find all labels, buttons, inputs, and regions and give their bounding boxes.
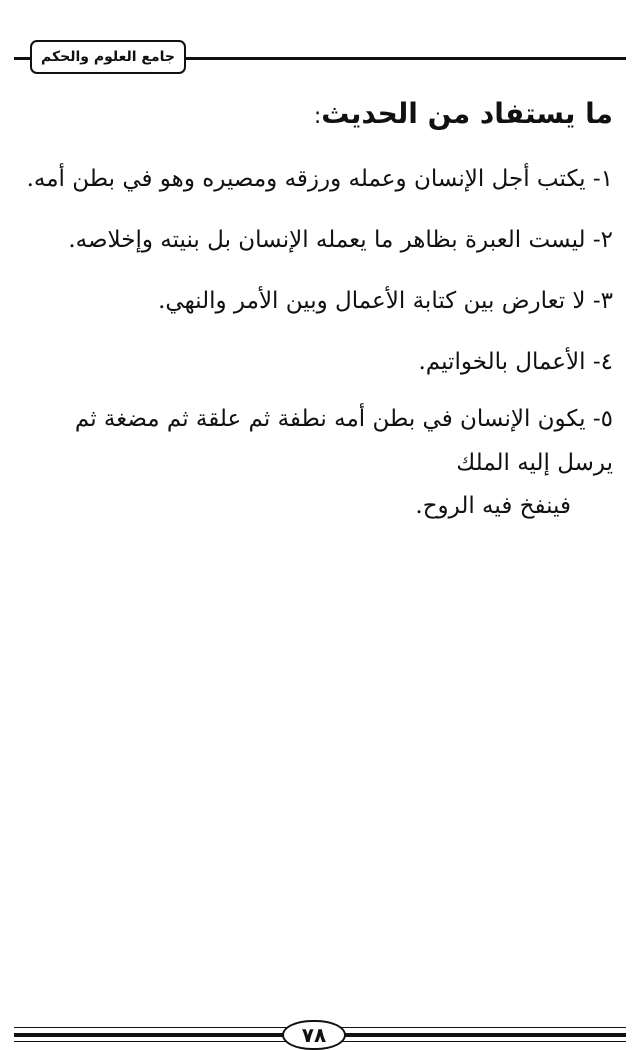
item-number: ٢- [592,227,613,253]
list-item [14,153,613,205]
page-number: ٧٨ [301,1023,327,1047]
book-title-badge [30,40,186,74]
item-text: يكون الإنسان في بطن أمه نطفة ثم علقة ثم مضغة ثم يرسل إليه الملك [74,406,613,476]
book-title: جامع العلوم والحكم [41,49,176,65]
item-number: ١- [592,166,613,192]
item-text: يكتب أجل الإنسان وعمله ورزقه ومصيره وهو في بطن أمه. [26,166,586,192]
section-title [14,90,613,141]
list-item [14,214,613,266]
list-item [14,397,613,527]
item-text: لا تعارض بين كتابة الأعمال وبين الأمر والنهي. [158,288,586,314]
list-item [14,275,613,327]
item-text-continuation: فينفخ فيه الروح. [415,493,571,519]
item-number: ٥- [592,406,613,432]
item-number: ٣- [592,288,613,314]
item-text: ليست العبرة بظاهر ما يعمله الإنسان بل بنيته وإخلاصه. [68,227,586,253]
item-text: الأعمال بالخواتيم. [418,349,586,375]
section-title-colon: : [313,104,322,129]
section-title-text: ما يستفاد من الحديث [321,97,613,130]
page-number-badge [282,1020,346,1050]
lessons-list [14,153,613,527]
item-number: ٤- [592,349,613,375]
list-item [14,336,613,388]
page-content [14,90,613,536]
